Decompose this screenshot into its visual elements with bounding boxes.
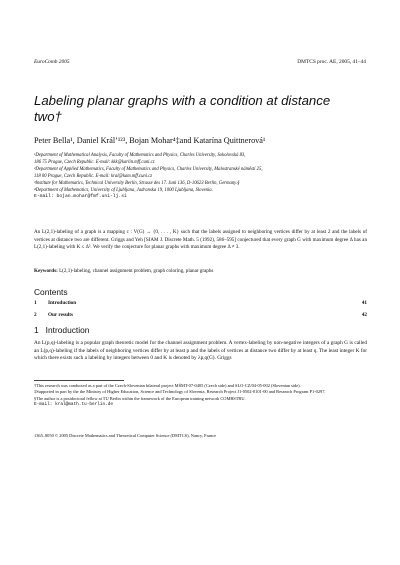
footnote: ‡Supported in part by the the Ministry of Higher Education, Science and Technology of Slovenia, Research Project J1-0502-0101-00 and Research Program P1-0297. [34,389,326,395]
section-body: An L(p,q)-labeling is a popular graph theoretic model for the channel assignment problem. A vertex-labeling by non-negative integers of a graph G is called an L(p,q)-labeling if the labels of neighboring vertices differ by at least p and the labels of vertices at distance two differ by at least q. The least integer K for which there exists such a labeling by integers between 0 and K is denoted by λp,q(G). Griggs [34,340,367,362]
toc-number: 1 [34,300,37,306]
affiliation-line: 186 75 Prague, Czech Republic. E-mail: kkk@karlin.mff.cuni.cz [34,159,155,165]
footnote-email: E-mail: kral@math.tu-berlin.de [34,401,114,407]
footnotes [34,383,367,408]
toc-page: 41 [361,300,367,306]
contents-heading: Contents [34,287,68,297]
toc-row [34,300,367,306]
affiliation-line: 118 00 Prague, Czech Republic. E-mail: kral@kam.mff.cuni.cz [34,173,153,179]
toc-number: 2 [34,312,37,318]
keywords [34,268,367,274]
footnote-rule [34,380,124,381]
affiliation-line: ³Institute for Mathematics, Technical University Berlin, Strasse des 17. Juni 136, D-10623 Berlin, Germany.§ [34,180,240,186]
running-header [34,59,366,65]
proceedings-reference: DMTCS proc. AE, 2005, 41–44 [297,59,366,65]
toc-row [34,312,367,318]
affiliations [34,153,367,201]
section-title: Introduction [45,325,90,335]
toc-title: Our results [48,312,74,318]
abstract: An L(2,1)-labeling of a graph is a mapping c : V(G) → {0, . . . , K} such that the labels assigned to neighboring vertices differ by at least 2 and the labels of vertices at distance two are different. Griggs and Yeh [SIAM J. Discrete Math. 5 (1992), 586–595] conjectured that every graph G with maximum degree Δ has an L(2,1)-labeling with K ≤ Δ². We verify the conjecture for planar graphs with maximum degree Δ ≠ 3. [34,229,367,251]
publisher-line: 1365–8050 © 2005 Discrete Mathematics and Theoretical Computer Science (DMTCS), Nancy, France [34,433,217,438]
toc-page: 42 [361,312,367,318]
keywords-text: L(2,1)-labeling, channel assignment problem, graph coloring, planar graphs [59,268,214,274]
footnote: §The author is a postdoctoral fellow at TU Berlin within the framework of the European training network COMBSTRU. [34,395,246,401]
footnote: †This research was conducted as a part of the Czech-Slovenian bilateral project MŠMT-07-0405 (Czech side) and SLO-CZ/04-05-002 (Slovenian side). [34,383,301,388]
keywords-label: Keywords: [34,268,58,274]
section-heading [34,325,89,335]
affiliation-email: E-mail: bojan.mohar@fmf.uni-lj.si [34,194,127,200]
conference-name: EuroComb 2005 [34,59,70,65]
affiliation-line: ²Department of Applied Mathematics, Faculty of Mathematics and Physics, Charles University, Malostranské náměstí 25, [34,166,263,172]
author-list: Peter Bella¹, Daniel Král’¹²³, Bojan Mohar⁴‡and Katarína Quittnerová¹ [34,136,266,145]
affiliation-line: ¹Department of Mathematical Analysis, Faculty of Mathematics and Physics, Charles University, Sokolovská 83, [34,153,246,158]
affiliation-line: ⁴Department of Mathematics, University of Ljubljana, Jadranska 19, 1000 Ljubljana, Slovenia. [34,187,213,193]
section-number: 1 [34,325,39,335]
paper-title: Labeling planar graphs with a condition at distance two† [34,93,331,124]
toc-title: Introduction [48,300,77,306]
